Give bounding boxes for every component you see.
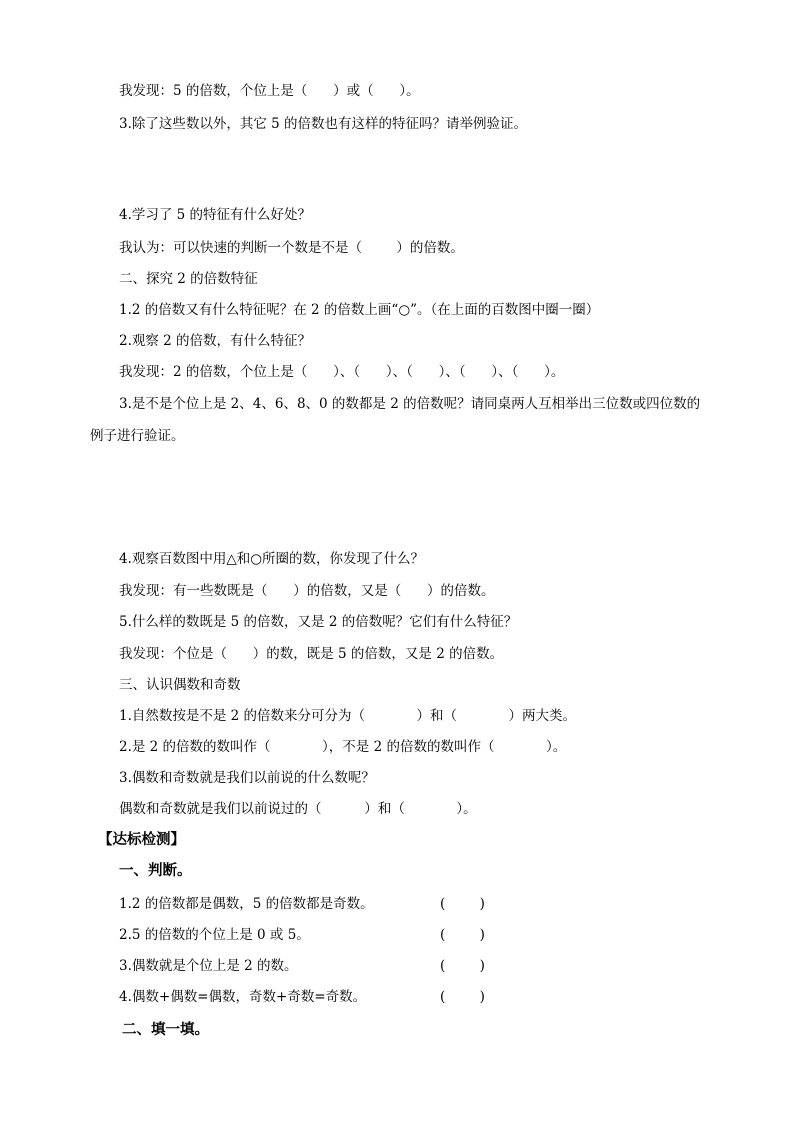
answer-3-3: 偶数和奇数就是我们以前说过的（ ）和（ ）。 xyxy=(119,801,477,817)
fill-heading: 二、填一填。 xyxy=(122,1022,209,1038)
judge-item-1: 1.2 的倍数都是偶数，5 的倍数都是奇数。 xyxy=(119,896,374,912)
judge-blank-2: ( ) xyxy=(440,927,485,943)
question-2-4: 4.观察百数图中用△和○所圈的数，你发现了什么？ xyxy=(119,551,425,567)
question-3-1: 1.自然数按是不是 2 的倍数来分可分为（ ）和（ ）两大类。 xyxy=(119,708,577,724)
question-2-3-line1: 3.是不是个位上是 2、4、6、8、0 的数都是 2 的倍数呢？请同桌两人互相举出三位数或四位数的 xyxy=(119,396,701,412)
question-2-3-line2: 例子进行验证。 xyxy=(90,428,185,444)
judge-item-3: 3.偶数就是个位上是 2 的数。 xyxy=(119,958,298,974)
section-3-heading: 三、认识偶数和奇数 xyxy=(119,677,241,693)
check-title: 【达标检测】 xyxy=(98,832,185,848)
question-2-5: 5.什么样的数既是 5 的倍数，又是 2 的倍数呢？它们有什么特征？ xyxy=(119,614,518,630)
judge-item-2: 2.5 的倍数的个位上是 0 或 5。 xyxy=(119,927,310,943)
finding-multiples-of-5: 我发现：5 的倍数，个位上是（ ）或（ ）。 xyxy=(119,83,420,99)
section-2-heading: 二、探究 2 的倍数特征 xyxy=(119,271,258,287)
question-2-2: 2.观察 2 的倍数，有什么特征？ xyxy=(119,333,312,349)
think-answer: 我认为：可以快速的判断一个数是不是（ ）的倍数。 xyxy=(119,240,464,256)
question-3-2: 2.是 2 的倍数的数叫作（ ），不是 2 的倍数的数叫作（ ）。 xyxy=(119,739,567,755)
judge-item-4: 4.偶数+偶数=偶数，奇数+奇数=奇数。 xyxy=(119,989,367,1005)
question-4-benefit: 4.学习了 5 的特征有什么好处？ xyxy=(119,207,312,223)
finding-multiples-of-2: 我发现：2 的倍数，个位上是（ ）、（ ）、（ ）、（ ）、（ ）。 xyxy=(119,364,565,380)
judge-blank-4: ( ) xyxy=(440,989,485,1005)
finding-units-digit: 我发现：个位是（ ）的数，既是 5 的倍数，又是 2 的倍数。 xyxy=(119,646,504,662)
judge-heading: 一、判断。 xyxy=(119,863,192,879)
question-3-verify-5: 3.除了这些数以外，其它 5 的倍数也有这样的特征吗？请举例验证。 xyxy=(119,116,528,132)
judge-blank-1: ( ) xyxy=(440,896,485,912)
judge-blank-3: ( ) xyxy=(440,958,485,974)
question-3-3: 3.偶数和奇数就是我们以前说的什么数呢？ xyxy=(119,770,375,786)
finding-both: 我发现：有一些数既是（ ）的倍数，又是（ ）的倍数。 xyxy=(119,583,495,599)
question-2-1: 1.2 的倍数又有什么特征呢？在 2 的倍数上画“○”。（在上面的百数图中圈一圈） xyxy=(119,302,600,318)
